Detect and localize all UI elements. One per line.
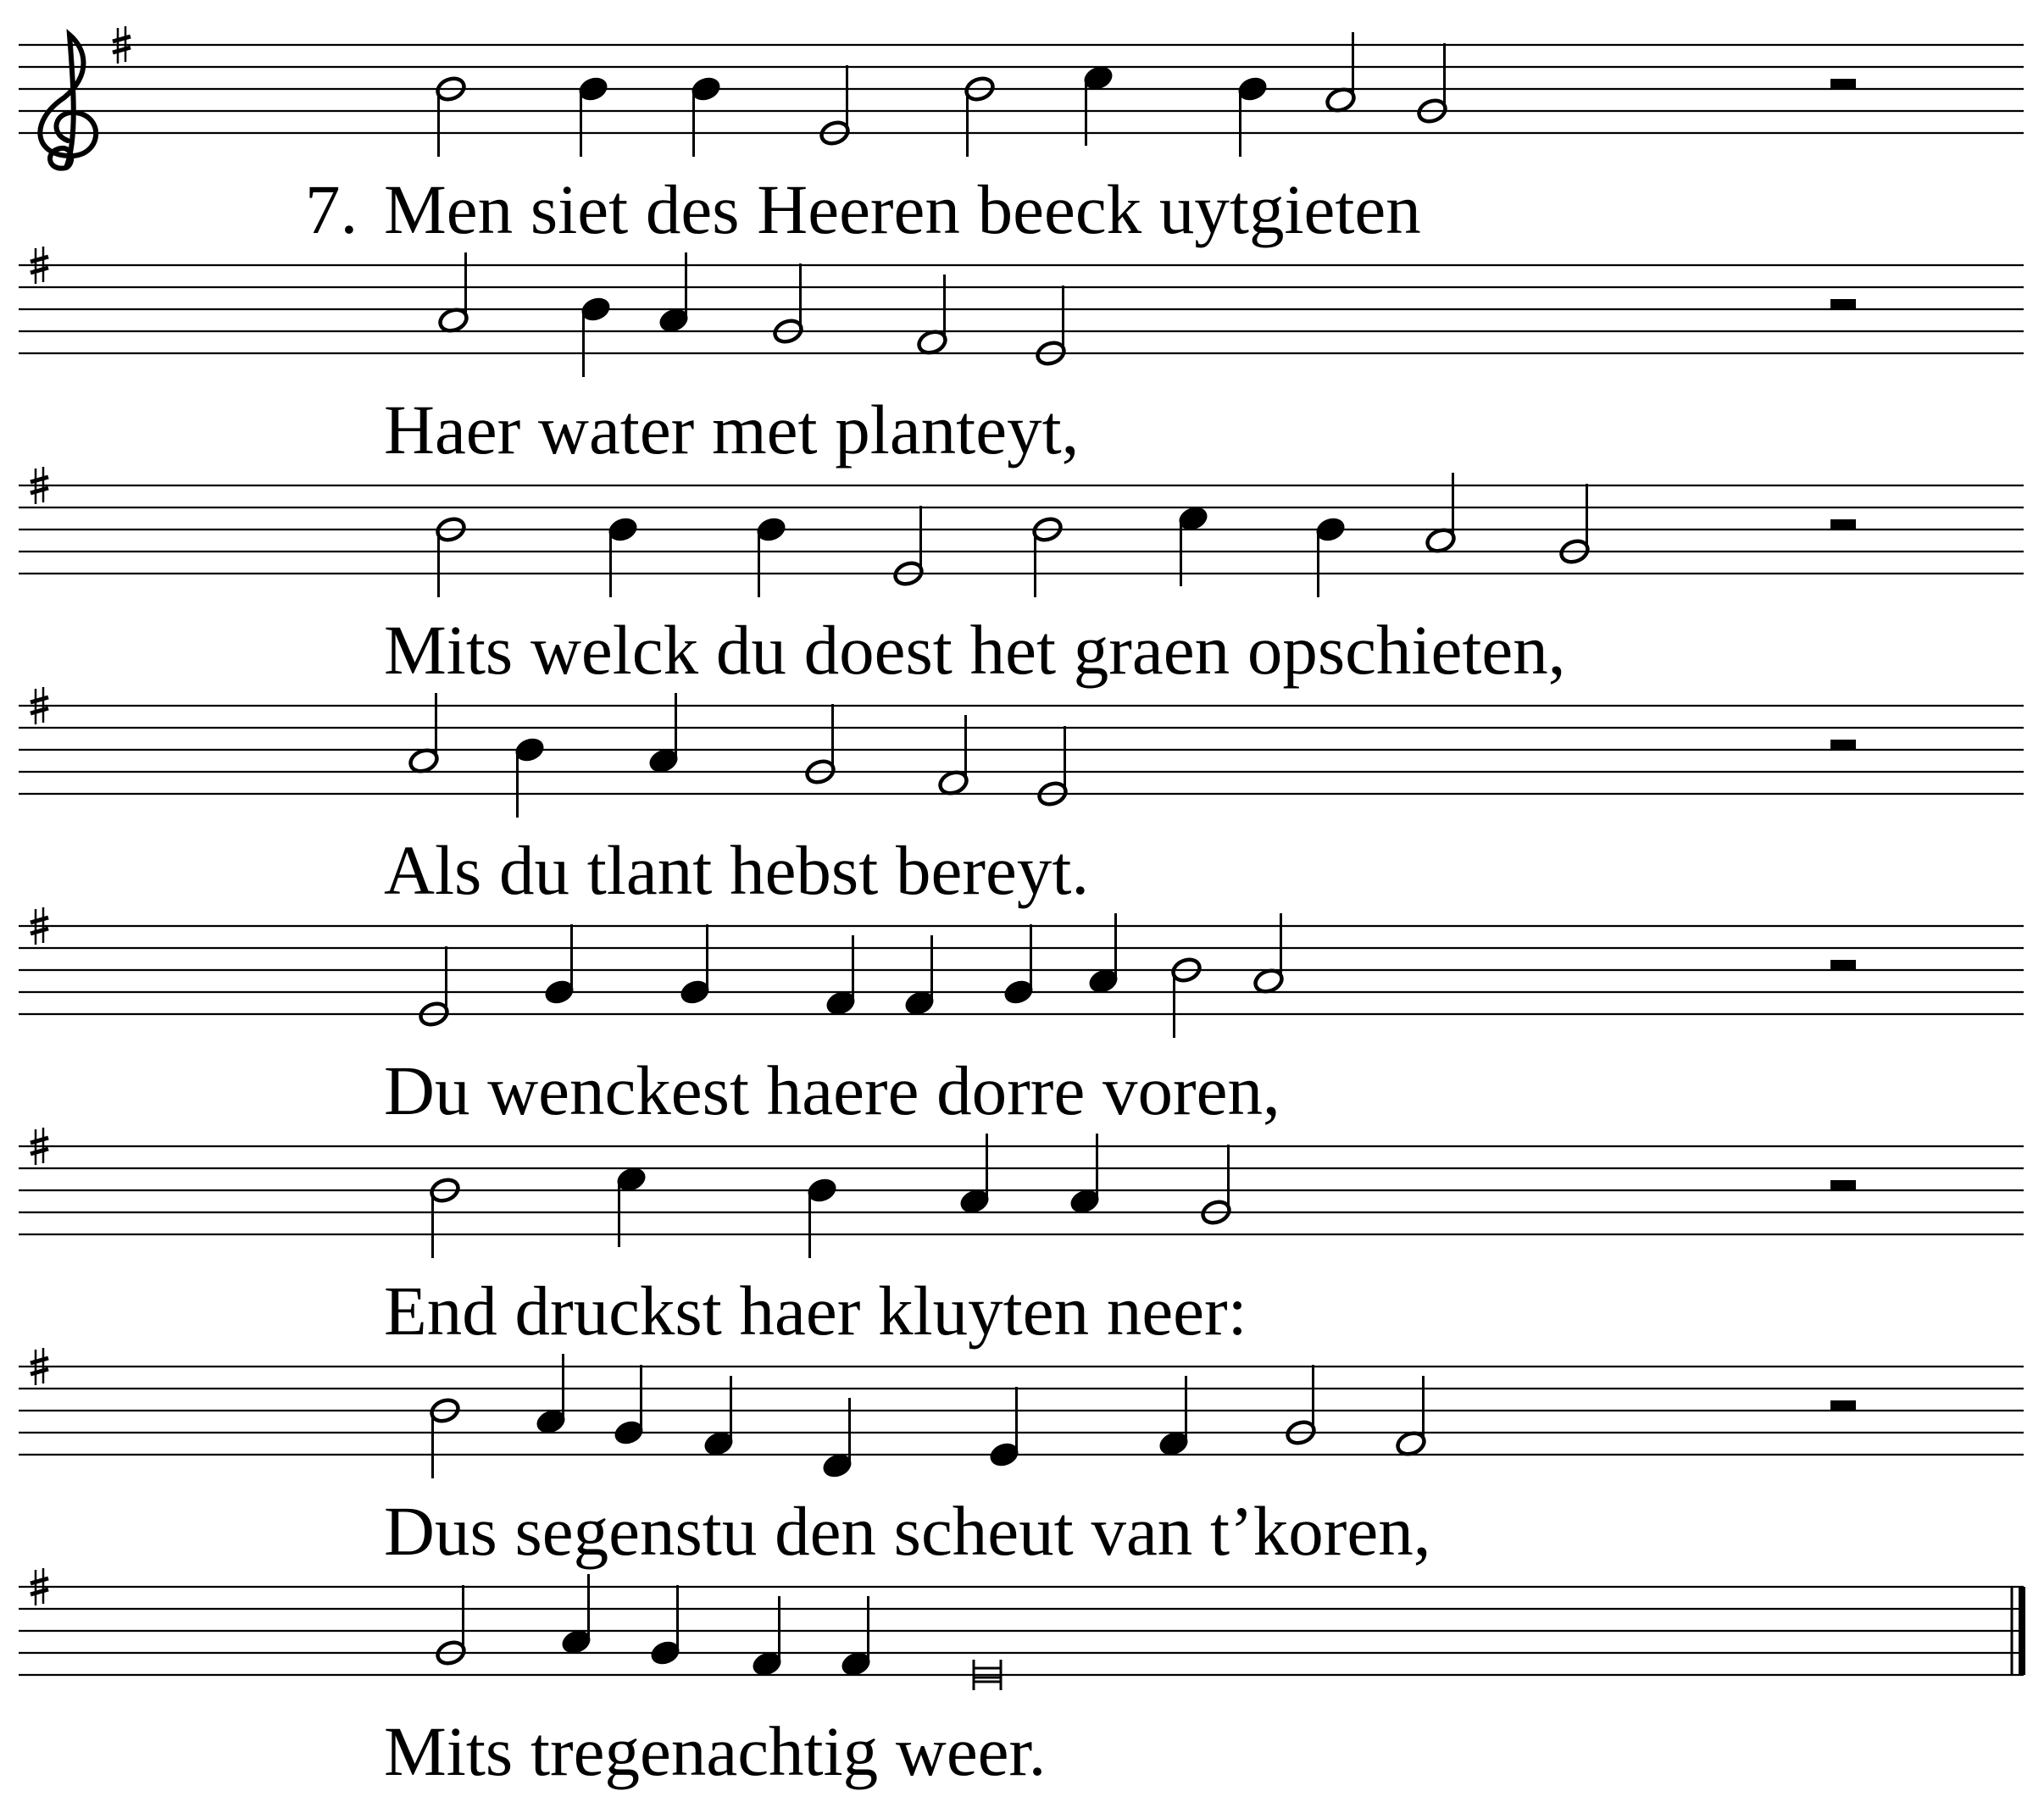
note (819, 65, 851, 147)
verse-number: 7. (305, 170, 358, 248)
sharp-stroke (31, 918, 48, 923)
note (435, 75, 467, 157)
staff-system (19, 467, 2024, 689)
note (1416, 43, 1448, 125)
sharp-stroke (31, 708, 48, 713)
note (418, 946, 450, 1029)
note (1314, 515, 1347, 597)
sharp-stroke (113, 47, 131, 53)
note (892, 506, 925, 588)
staff-system (19, 247, 2024, 469)
note (988, 1387, 1020, 1469)
note (772, 263, 804, 346)
half-rest-icon (1830, 1180, 1856, 1191)
lyric-line: Mits welck du doest het graen opschieten, (384, 611, 1566, 689)
note (607, 515, 639, 597)
note (577, 75, 609, 157)
sharp-stroke (31, 257, 48, 262)
note (679, 924, 711, 1006)
lyric-line: Als du tlant hebst bereyt. (384, 831, 1090, 909)
note (1285, 1365, 1317, 1447)
sharp-stroke (31, 1138, 48, 1143)
staff-system (19, 1128, 2024, 1350)
sharp-stroke (31, 477, 48, 482)
lyric-line: Men siet des Heeren beeck uytgieten (384, 170, 1421, 248)
lyric-line: End druckst haer kluyten neer: (384, 1272, 1247, 1350)
sharp-stroke (31, 268, 48, 273)
note (804, 704, 836, 786)
note (580, 295, 612, 377)
note (649, 1585, 681, 1667)
note (1003, 924, 1035, 1006)
lyric-line: Haer water met planteyt, (384, 391, 1080, 469)
half-rest-icon (1830, 740, 1856, 751)
staff-system (19, 26, 2024, 248)
note (429, 1396, 461, 1478)
note (514, 735, 546, 818)
half-rest-icon (1830, 1400, 1856, 1411)
lyric-line: Dus segenstu den scheut van t’koren, (384, 1492, 1431, 1570)
sharp-stroke (31, 1149, 48, 1154)
sharp-stroke (31, 1589, 48, 1594)
half-rest-icon (1830, 299, 1856, 310)
note (1036, 726, 1069, 808)
staff-system (19, 1568, 2025, 1790)
lyric-line: Mits tregenachtig weer. (384, 1712, 1047, 1790)
lyric-line: Du wenckest haere dorre voren, (384, 1051, 1280, 1129)
note (1170, 956, 1203, 1038)
note (690, 75, 722, 157)
note (1236, 75, 1269, 157)
sharp-stroke (31, 1369, 48, 1374)
note (543, 924, 575, 1006)
staff-system (19, 687, 2024, 909)
clef-stroke (40, 35, 96, 169)
note (435, 515, 467, 597)
sharp-stroke (31, 1578, 48, 1583)
note (613, 1365, 645, 1447)
sharp-stroke (113, 36, 131, 42)
sharp-stroke (31, 697, 48, 702)
staff-system (19, 1348, 2024, 1570)
sharp-stroke (31, 488, 48, 493)
note (1031, 515, 1064, 597)
note (755, 515, 787, 597)
half-rest-icon (1830, 519, 1856, 530)
barline-thick (2019, 1587, 2025, 1675)
half-rest-icon (1830, 79, 1856, 90)
note (1200, 1145, 1232, 1227)
note (1558, 484, 1591, 566)
staff-system (19, 907, 2024, 1129)
treble-clef-icon (40, 35, 96, 169)
half-rest-icon (1830, 960, 1856, 971)
sharp-stroke (31, 929, 48, 934)
note (964, 75, 996, 157)
note (806, 1176, 838, 1258)
sharp-stroke (31, 1358, 48, 1363)
note (1035, 286, 1067, 368)
note (429, 1176, 461, 1258)
note (435, 1585, 467, 1667)
